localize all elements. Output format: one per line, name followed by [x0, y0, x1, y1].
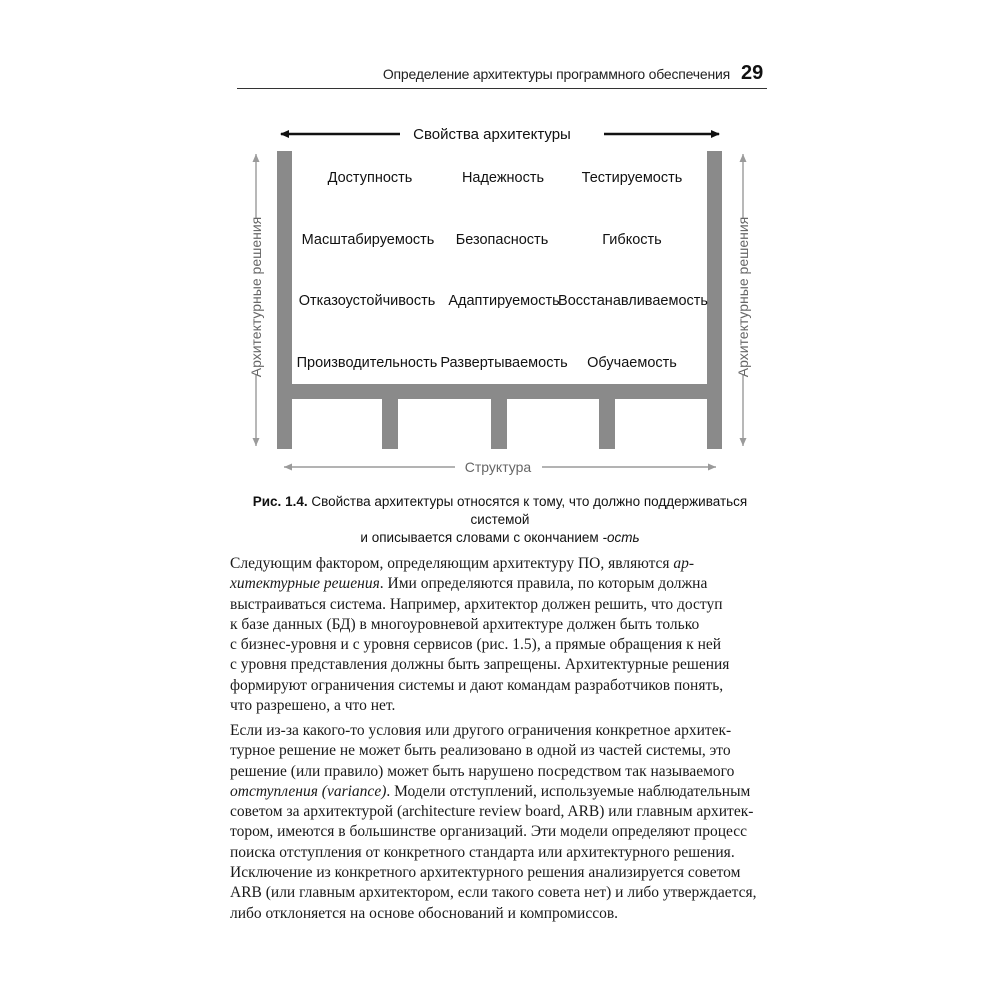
text-line: к базе данных (БД) в многоуровневой архитектуре должен быть только	[230, 615, 700, 633]
property-label: Надежность	[461, 170, 545, 186]
property-label: Производительность	[296, 355, 438, 371]
left-axis	[248, 154, 264, 446]
caption-line-1: Рис. 1.4. Свойства архитектуры относятся к тому, что должно поддерживаться системой	[252, 494, 748, 527]
text-line: отступления (variance). Модели отступлений, используемые наблюдательным	[230, 782, 751, 800]
leg-2	[491, 384, 507, 449]
bottom-axis	[284, 459, 716, 475]
leg-1	[382, 384, 398, 449]
property-label: Восстанавливаемость	[558, 293, 708, 309]
property-label: Адаптируемость	[448, 293, 560, 309]
text-line: турное решение не может быть реализовано в одной из частей системы, это	[230, 742, 731, 760]
right-axis	[735, 154, 751, 446]
text-line: хитектурные решения. Ими определяются правила, по которым должна	[230, 575, 708, 593]
text-line: выстраиваться система. Например, архитектор должен решить, что доступ	[230, 595, 723, 613]
right-axis-label: Архитектурные решения	[735, 216, 751, 378]
property-label: Безопасность	[455, 232, 549, 248]
property-label: Отказоустойчивость	[298, 293, 436, 309]
running-title: Определение архитектуры программного обеспечения	[382, 66, 730, 82]
caption-line-2: и описывается словами с окончанием -ость	[360, 530, 640, 545]
text-line: поиска отступления от конкретного стандарта или архитектурного решения.	[230, 843, 735, 861]
text-line: Исключение из конкретного архитектурного решения анализируется советом	[230, 864, 741, 882]
text-line: Если из-за какого-то условия или другого ограничения конкретное архитек-	[230, 722, 732, 739]
property-label: Доступность	[327, 170, 413, 186]
property-label: Масштабируемость	[301, 232, 435, 248]
property-label: Гибкость	[602, 232, 662, 248]
text-line: решение (или правило) может быть нарушено посредством так называемого	[230, 762, 735, 780]
page-number: 29	[741, 62, 764, 84]
text-line: формируют ограничения системы и дают командам разработчиков понять,	[230, 676, 724, 694]
text-line: советом за архитектурой (architecture review board, ARB) или главным архитек-	[230, 803, 754, 821]
text-line: с уровня представления должны быть запрещены. Архитектурные решения	[230, 656, 730, 674]
text-line: что разрешено, а что нет.	[230, 697, 396, 715]
text-line: Следующим фактором, определяющим архитектуру ПО, являются ар-	[230, 555, 695, 572]
text-line: с бизнес-уровня и с уровня сервисов (рис. 1.5), а прямые обращения к ней	[230, 636, 722, 654]
leg-3	[599, 384, 615, 449]
property-label: Обучаемость	[587, 355, 677, 371]
caption-label: Рис. 1.4.	[252, 494, 308, 509]
property-label: Развертываемость	[440, 355, 568, 371]
right-pillar	[707, 151, 722, 449]
figure-caption	[240, 493, 760, 547]
property-label: Тестируемость	[581, 170, 683, 186]
text-line: ARB (или главным архитектором, если такого совета нет) и либо утверждается,	[230, 884, 757, 902]
top-label: Свойства архитектуры	[413, 126, 571, 143]
property-grid	[297, 170, 708, 371]
text-line: либо отклоняется на основе обоснований и компромиссов.	[230, 904, 619, 922]
paragraph-1	[230, 554, 768, 716]
left-axis-label: Архитектурные решения	[248, 216, 264, 378]
text-line: тором, имеются в большинстве организаций. Эти модели определяют процесс	[230, 823, 748, 841]
left-pillar	[277, 151, 292, 449]
paragraph-2	[230, 721, 768, 924]
bottom-axis-label: Структура	[464, 459, 532, 475]
